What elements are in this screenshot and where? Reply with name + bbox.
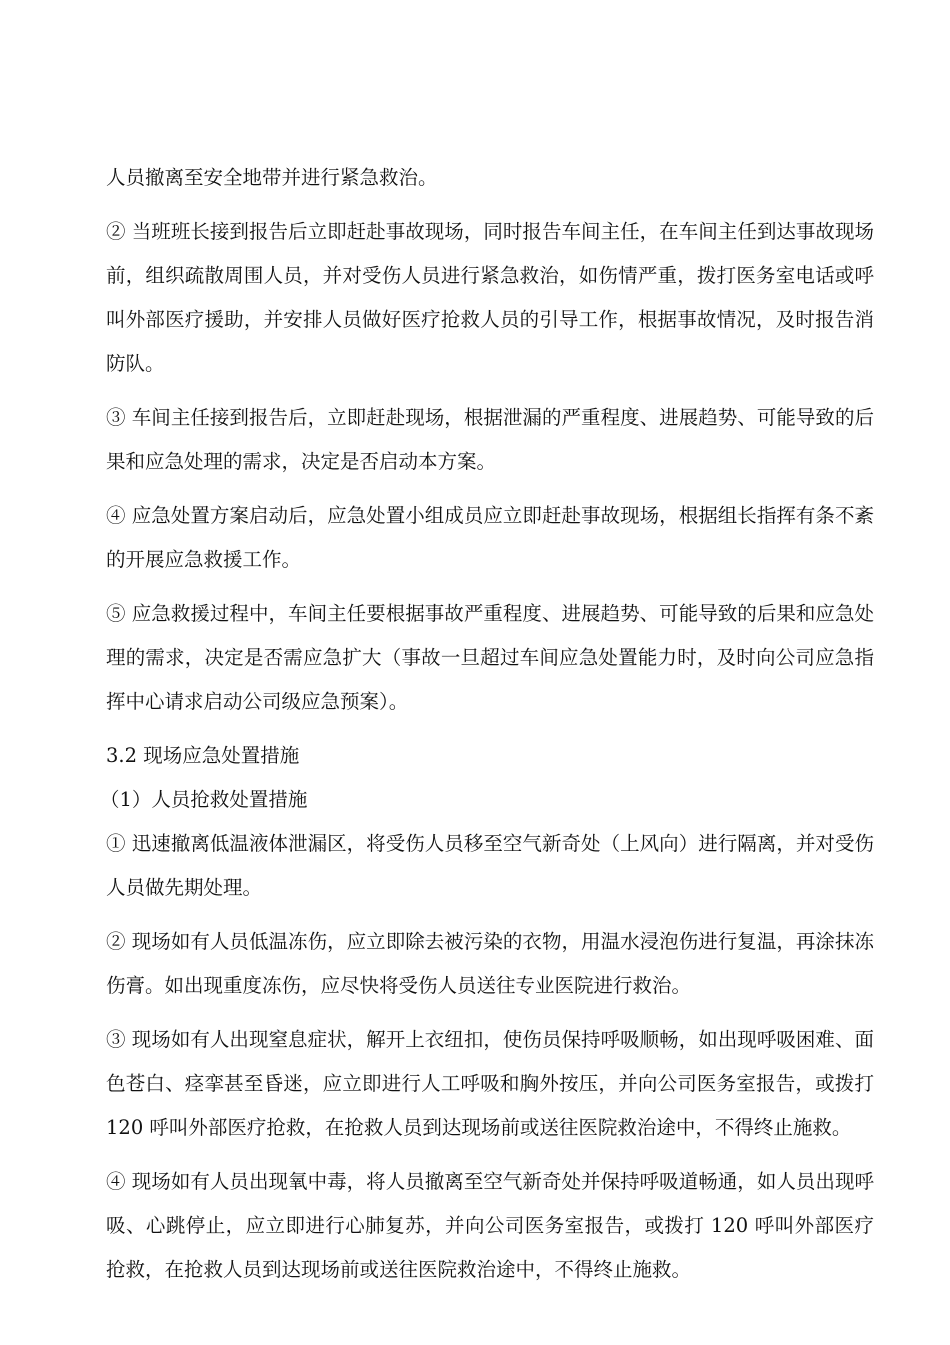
document-body bbox=[100, 156, 874, 1292]
paragraph-evacuation: 人员撤离至安全地带并进行紧急救治。 bbox=[106, 166, 438, 189]
paragraph-step-4-plan-activation: ④ 应急处置方案启动后，应急处置小组成员应立即赶赴事故现场，根据组长指挥有条不紊的开展应急救援工作。 bbox=[106, 504, 874, 571]
paragraph-rescue-1-evacuate: ① 迅速撤离低温液体泄漏区，将受伤人员移至空气新奇处（上风向）进行隔离，并对受伤人员做先期处理。 bbox=[106, 832, 874, 899]
paragraph-rescue-4-oxygen-poisoning: ④ 现场如有人员出现氧中毒，将人员撤离至空气新奇处并保持呼吸道畅通，如人员出现呼吸、心跳停止，应立即进行心肺复苏，并向公司医务室报告，或拨打 120 呼叫外部医疗抢救，在抢救人员到达现场前或送往医院救治途中，不得终止施救。 bbox=[106, 1170, 874, 1281]
sub-heading: （1）人员抢救处置措施 bbox=[100, 788, 308, 811]
paragraph-rescue-2-frostbite: ② 现场如有人员低温冻伤，应立即除去被污染的衣物，用温水浸泡伤进行复温，再涂抹冻伤膏。如出现重度冻伤，应尽快将受伤人员送往专业医院进行救治。 bbox=[106, 930, 874, 997]
paragraph-step-3-workshop-director: ③ 车间主任接到报告后，立即赶赴现场，根据泄漏的严重程度、进展趋势、可能导致的后果和应急处理的需求，决定是否启动本方案。 bbox=[106, 406, 874, 473]
paragraph-step-5-escalation: ⑤ 应急救援过程中，车间主任要根据事故严重程度、进展趋势、可能导致的后果和应急处理的需求，决定是否需应急扩大（事故一旦超过车间应急处置能力时，及时向公司应急指挥中心请求启动公司级应急预案）。 bbox=[106, 602, 874, 713]
section-heading: 3.2 现场应急处置措施 bbox=[106, 744, 300, 767]
paragraph-rescue-3-asphyxia: ③ 现场如有人出现窒息症状，解开上衣纽扣，使伤员保持呼吸顺畅，如出现呼吸困难、面色苍白、痉挛甚至昏迷，应立即进行人工呼吸和胸外按压，并向公司医务室报告，或拨打 120 呼叫外部医疗抢救，在抢救人员到达现场前或送往医院救治途中，不得终止施救。 bbox=[106, 1028, 874, 1139]
paragraph-step-2-shift-leader: ② 当班班长接到报告后立即赶赴事故现场，同时报告车间主任，在车间主任到达事故现场前，组织疏散周围人员，并对受伤人员进行紧急救治，如伤情严重，拨打医务室电话或呼叫外部医疗援助，并安排人员做好医疗抢救人员的引导工作，根据事故情况，及时报告消防队。 bbox=[106, 220, 874, 375]
